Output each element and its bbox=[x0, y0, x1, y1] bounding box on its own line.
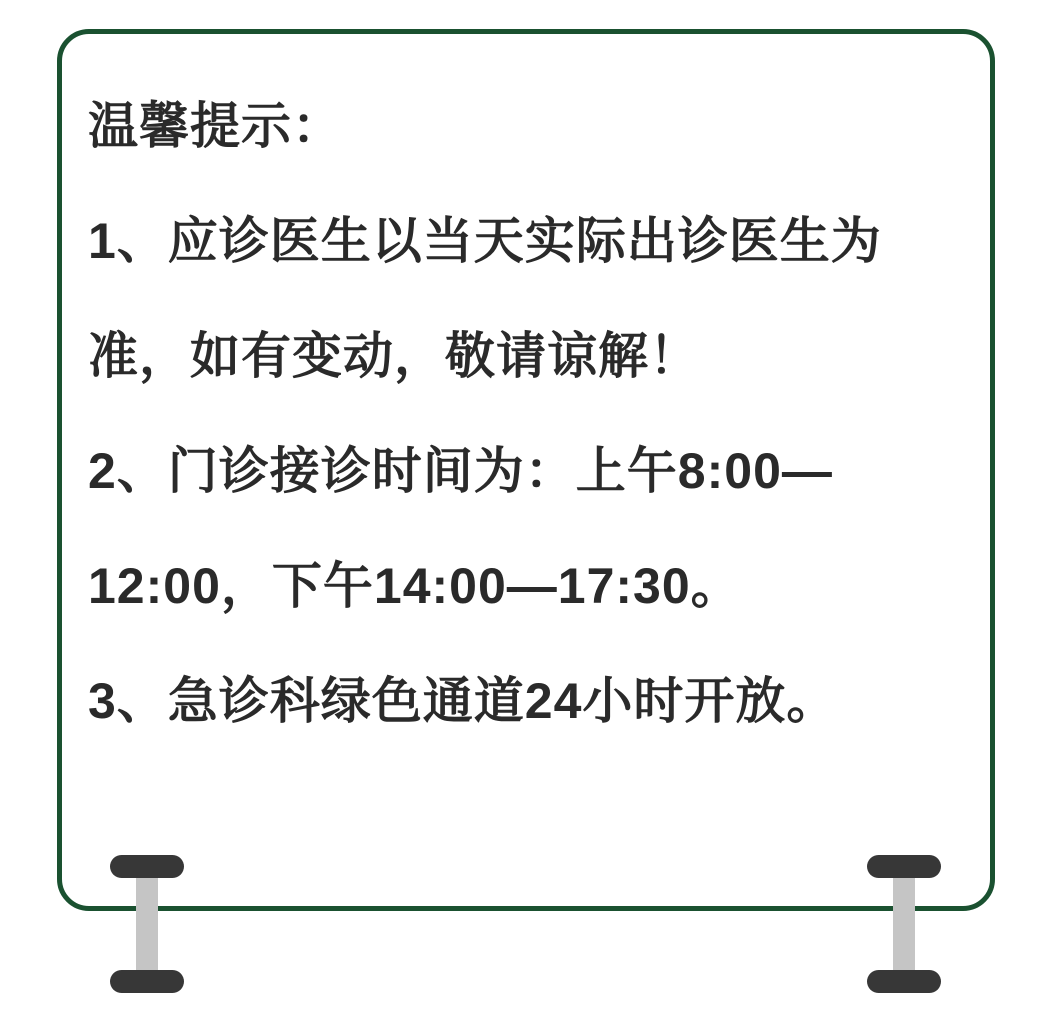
notice-line: 准，如有变动，敬请谅解！ bbox=[88, 328, 700, 384]
leg-bottom-cap bbox=[867, 970, 941, 993]
leg-bar bbox=[893, 866, 915, 982]
leg-top-cap bbox=[110, 855, 184, 878]
notice-line: 3、急诊科绿色通道24小时开放。 bbox=[88, 673, 838, 729]
notice-line: 12:00，下午14:00—17:30。 bbox=[88, 558, 742, 614]
leg-bottom-cap bbox=[110, 970, 184, 993]
leg-top-cap bbox=[867, 855, 941, 878]
board-leg-right bbox=[867, 855, 941, 993]
notice-text-block bbox=[88, 69, 882, 759]
leg-bar bbox=[136, 866, 158, 982]
notice-title: 温馨提示： bbox=[88, 98, 343, 154]
notice-line: 1、应诊医生以当天实际出诊医生为 bbox=[88, 213, 882, 269]
board-leg-left bbox=[110, 855, 184, 993]
notice-line: 2、门诊接诊时间为：上午8:00— bbox=[88, 443, 833, 499]
